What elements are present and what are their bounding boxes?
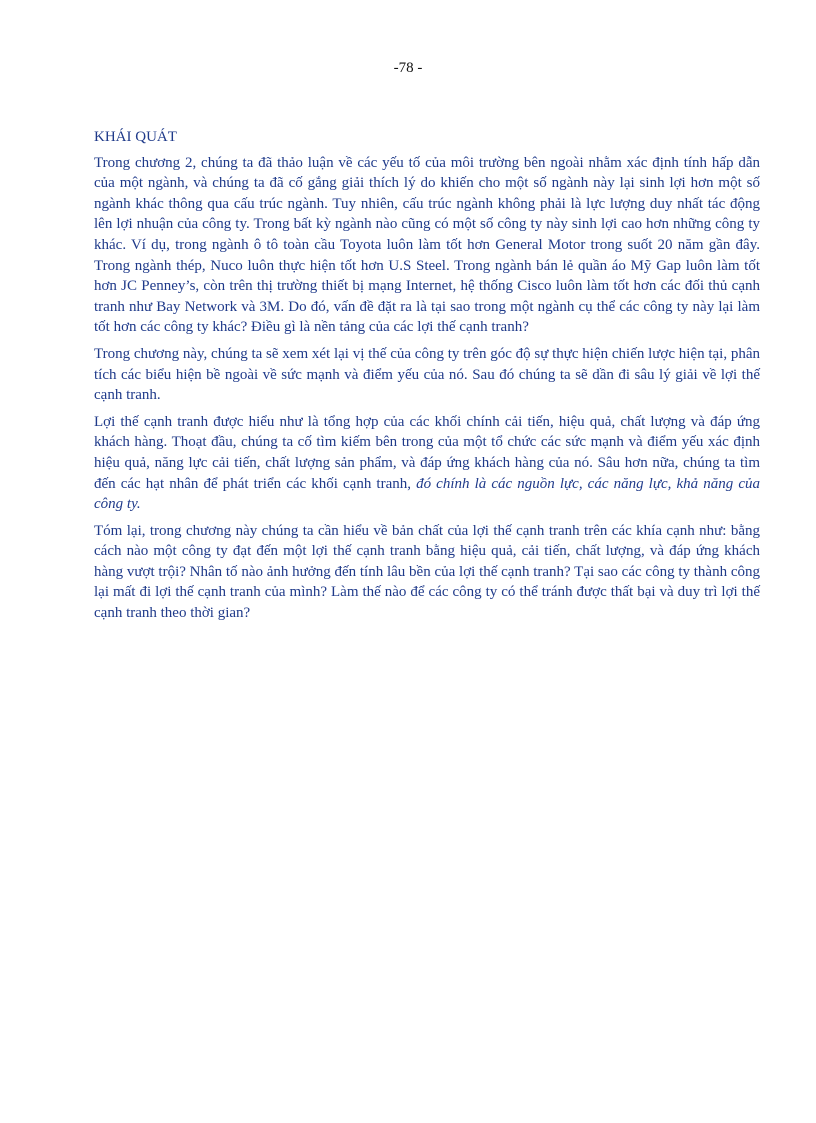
- paragraph-chapter-scope-text: Trong chương này, chúng ta sẽ xem xét lại vị thế của công ty trên góc độ sự thực hiện chiến lược hiện tại, phân tích các biểu hiện bề ngoài về sức mạnh và điểm yếu của nó. Sau đó chúng ta sẽ dần đi sâu lý giải về lợi thế cạnh tranh.: [94, 345, 760, 404]
- paragraph-intro: [94, 153, 760, 338]
- paragraph-chapter-scope: [94, 344, 760, 406]
- paragraph-intro-text: Trong chương 2, chúng ta đã thảo luận về các yếu tố của môi trường bên ngoài nhằm xác định tính hấp dẫn của một ngành, và chúng ta đã cố gắng giải thích lý do khiến cho một số ngành này lại sinh lợi hơn một số ngành khác thông qua cấu trúc ngành. Tuy nhiên, cấu trúc ngành không phải là lực lượng duy nhất tác động lên lợi nhuận của công ty. Trong bất kỳ ngành nào cũng có một số công ty này sinh lợi cao hơn những công ty khác. Ví dụ, trong ngành ô tô toàn cầu Toyota luôn làm tốt hơn General Motor trong suốt 20 năm gần đây. Trong ngành thép, Nuco luôn thực hiện tốt hơn U.S Steel. Trong ngành bán lẻ quần áo Mỹ Gap luôn làm tốt hơn JC Penney’s, còn trên thị trường thiết bị mạng Internet, hệ thống Cisco luôn làm tốt hơn các đối thủ cạnh tranh như Bay Network và 3M. Do đó, vấn đề đặt ra là tại sao trong một ngành cụ thể các công ty này lại làm tốt hơn các công ty khác? Điều gì là nền tảng của các lợi thế cạnh tranh?: [94, 154, 760, 336]
- document-body: [94, 127, 760, 630]
- paragraph-summary-text: Tóm lại, trong chương này chúng ta cần hiểu về bản chất của lợi thế cạnh tranh trên các khía cạnh như: bằng cách nào một công ty đạt đến một lợi thế cạnh tranh bằng hiệu quả, cải tiến, chất lượng, và đáp ứng khách hàng vượt trội? Nhân tố nào ảnh hưởng đến tính lâu bền của lợi thế cạnh tranh? Tại sao các công ty thành công lại mất đi lợi thế cạnh tranh của mình? Làm thế nào để các công ty có thể tránh được thất bại và duy trì lợi thế cạnh tranh theo thời gian?: [94, 522, 760, 622]
- paragraph-competitive-advantage: [94, 412, 760, 515]
- paragraph-summary: [94, 521, 760, 624]
- paragraph-competitive-advantage-text: Lợi thế cạnh tranh được hiểu như là tổng hợp của các khối chính cải tiến, hiệu quả, chất lượng và đáp ứng khách hàng. Thoạt đầu, chúng ta cố tìm kiếm bên trong của một tổ chức các sức mạnh và điểm yếu xác định hiệu quả, năng lực cải tiến, chất lượng sản phẩm, và đáp ứng khách hàng của nó. Sâu hơn nữa, chúng ta tìm đến các hạt nhân để phát triển các khối cạnh tranh,: [94, 413, 760, 492]
- page-number: -78 -: [393, 60, 423, 76]
- paragraph-competitive-advantage-italic: đó chính là các nguồn lực, các năng lực, khả năng của công ty.: [94, 475, 760, 513]
- section-heading: KHÁI QUÁT: [94, 129, 177, 145]
